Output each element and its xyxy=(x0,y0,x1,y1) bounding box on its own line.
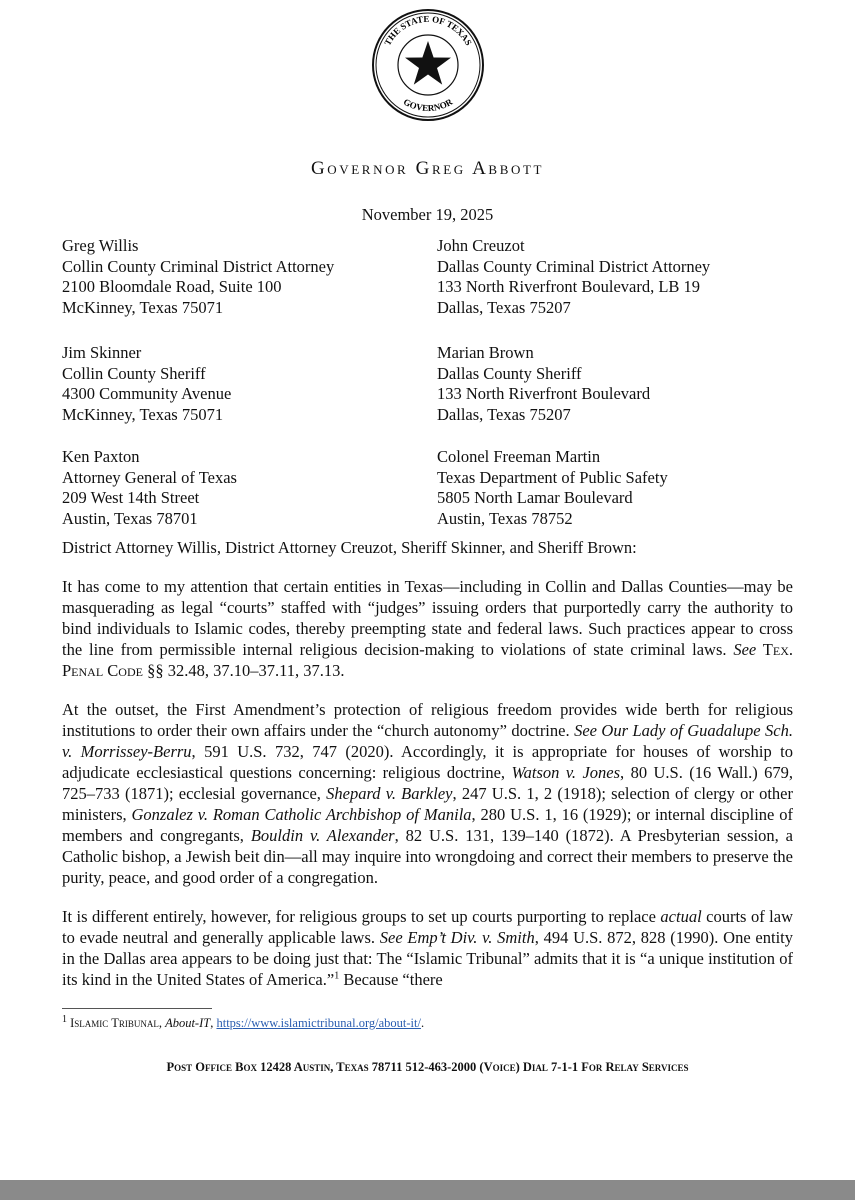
recipient-address-line: 133 North Riverfront Boulevard xyxy=(437,384,651,403)
footnote-source: Islamic Tribunal xyxy=(70,1016,159,1030)
letterhead-title: Governor Greg Abbott xyxy=(310,158,545,179)
recipient-address xyxy=(437,447,668,529)
recipient-address-line: Attorney General of Texas xyxy=(62,467,237,487)
recipient-address-line: Collin County Sheriff xyxy=(62,363,206,383)
recipient-name: Marian Brown xyxy=(437,343,534,362)
paragraph-text: courts of law to evade neutral and generally applicable laws. xyxy=(62,907,793,947)
recipient-address-line: 2100 Bloomdale Road, Suite 100 xyxy=(62,277,282,296)
paragraph-text: It has come to my attention that certain entities in Texas—including in Collin and Dallas Counties—may be masquerading as legal “courts” staffed with “judges” issuing orders that purportedly carry the authority to bind individuals to Islamic codes, thereby preempting state and federal laws. Such practices appear to cross the line from permissible internal religious decision-making to violations of state criminal laws. xyxy=(62,577,793,659)
recipient-address-line: Texas Department of Public Safety xyxy=(437,467,668,487)
bottom-bar xyxy=(0,1180,855,1200)
citation-italic: Watson v. Jones xyxy=(511,763,621,782)
letterhead-footer: Post Office Box 12428 Austin, Texas 78711 512-463-2000 (Voice) Dial 7-1-1 For Relay Services xyxy=(166,1060,689,1074)
salutation: District Attorney Willis, District Attorney Creuzot, Sheriff Skinner, and Sheriff Brown: xyxy=(62,538,637,557)
footnote-title: About-IT xyxy=(165,1016,211,1030)
recipient-address-line: Austin, Texas 78701 xyxy=(62,508,198,528)
paragraph-text: , 591 U.S. 732, 747 (2020). Accordingly, it is appropriate for houses of worship to adjudicate ecclesiastical questions concerning: religious doctrine, xyxy=(62,742,793,782)
recipient-address-line: Collin County Criminal District Attorney xyxy=(62,256,335,276)
recipient-name: Colonel Freeman Martin xyxy=(437,447,601,466)
citation-italic: Gonzalez v. Roman Catholic Archbishop of Manila xyxy=(131,805,472,824)
paragraph-text: At the outset, the First Amendment’s protection of religious freedom provides wide berth for religious institutions to order their own affairs under the “church autonomy” doctrine. xyxy=(62,700,793,740)
citation-italic: actual xyxy=(660,907,702,926)
recipient-address xyxy=(437,236,710,318)
recipient-name: Jim Skinner xyxy=(62,343,142,362)
paragraph-text: , 82 U.S. 131, 139–140 (1872). A Presbyterian session, a Catholic bishop, a Jewish beit din—all may inquire into wrongdoing and correct their members to preserve the purity, peace, and good order of a congregation. xyxy=(62,826,793,887)
recipient-address xyxy=(62,343,231,425)
recipient-address xyxy=(62,236,334,318)
body-paragraph xyxy=(62,699,793,888)
recipient-address-line: Dallas County Sheriff xyxy=(437,363,582,383)
recipient-address xyxy=(62,447,237,529)
recipient-address-line: McKinney, Texas 75071 xyxy=(62,297,224,317)
citation-italic: See xyxy=(733,640,757,659)
body-paragraph xyxy=(62,906,793,990)
letter-date: November 19, 2025 xyxy=(361,205,494,224)
citation-italic: See Emp’t Div. v. Smith xyxy=(379,928,535,947)
svg-text:GOVERNOR xyxy=(402,96,455,113)
recipient-address-line: Dallas County Criminal District Attorney xyxy=(437,256,711,276)
paragraph-text: , 80 U.S. (16 Wall.) 679, 725–733 (1871); ecclesial governance, xyxy=(62,763,793,803)
paragraph-text: Because “there xyxy=(339,970,443,989)
recipient-address-line: Dallas, Texas 75207 xyxy=(437,297,571,317)
recipient-address-line: Dallas, Texas 75207 xyxy=(437,404,571,424)
recipient-address-line: 133 North Riverfront Boulevard, LB 19 xyxy=(437,277,701,296)
recipient-address-line: McKinney, Texas 75071 xyxy=(62,404,224,424)
paragraph-text: , 280 U.S. 1, 16 (1929); or internal discipline of members and congregants, xyxy=(62,805,793,845)
recipient-name: John Creuzot xyxy=(437,236,525,255)
recipient-address-line: 5805 North Lamar Boulevard xyxy=(437,488,633,507)
recipient-address-line: 4300 Community Avenue xyxy=(62,384,232,403)
body-paragraph xyxy=(62,576,793,681)
footnote-number: 1 xyxy=(62,1013,67,1025)
footnote-divider xyxy=(62,1008,212,1009)
recipient-name: Ken Paxton xyxy=(62,447,140,466)
footnote: $^1$ Islamic Tribunal, About-IT, https://www.islamictribunal.org/about-it/. xyxy=(62,1013,425,1030)
citation-italic: Shepard v. Barkley xyxy=(326,784,453,803)
seal-bottom-text: GOVERNOR xyxy=(401,96,455,114)
paragraph-text: , 247 U.S. 1, 2 (1918); selection of clergy or other ministers, xyxy=(62,784,793,824)
citation-italic: Bouldin v. Alexander xyxy=(250,826,395,845)
citation-italic: See Our Lady of Guadalupe Sch. v. Morrissey-Berru xyxy=(62,721,793,761)
texas-governor-seal xyxy=(371,8,485,122)
paragraph-text: It is different entirely, however, for religious groups to set up courts purporting to replace xyxy=(62,907,661,926)
star-icon xyxy=(405,41,451,85)
recipient-address-line: Austin, Texas 78752 xyxy=(437,508,573,528)
recipient-name: Greg Willis xyxy=(62,236,139,255)
letter-body xyxy=(62,537,793,1031)
footnote-link[interactable]: https://www.islamictribunal.org/about-it/ xyxy=(216,1016,421,1030)
paragraph-text: §§ 32.48, 37.10–37.11, 37.13. xyxy=(142,661,345,680)
paragraph-text: , 494 U.S. 872, 828 (1990). One entity in the Dallas area appears to be doing just that: The “Islamic Tribunal” admits that it is “a unique institution of its kind in the United States of America.” xyxy=(62,928,793,989)
recipient-address xyxy=(437,343,650,425)
recipient-address-line: 209 West 14th Street xyxy=(62,488,200,507)
footnote-reference: 1 xyxy=(334,970,340,982)
seal-top-text: THE STATE OF TEXAS xyxy=(382,13,474,48)
paragraph-text: Tex. Penal Code xyxy=(62,640,793,680)
